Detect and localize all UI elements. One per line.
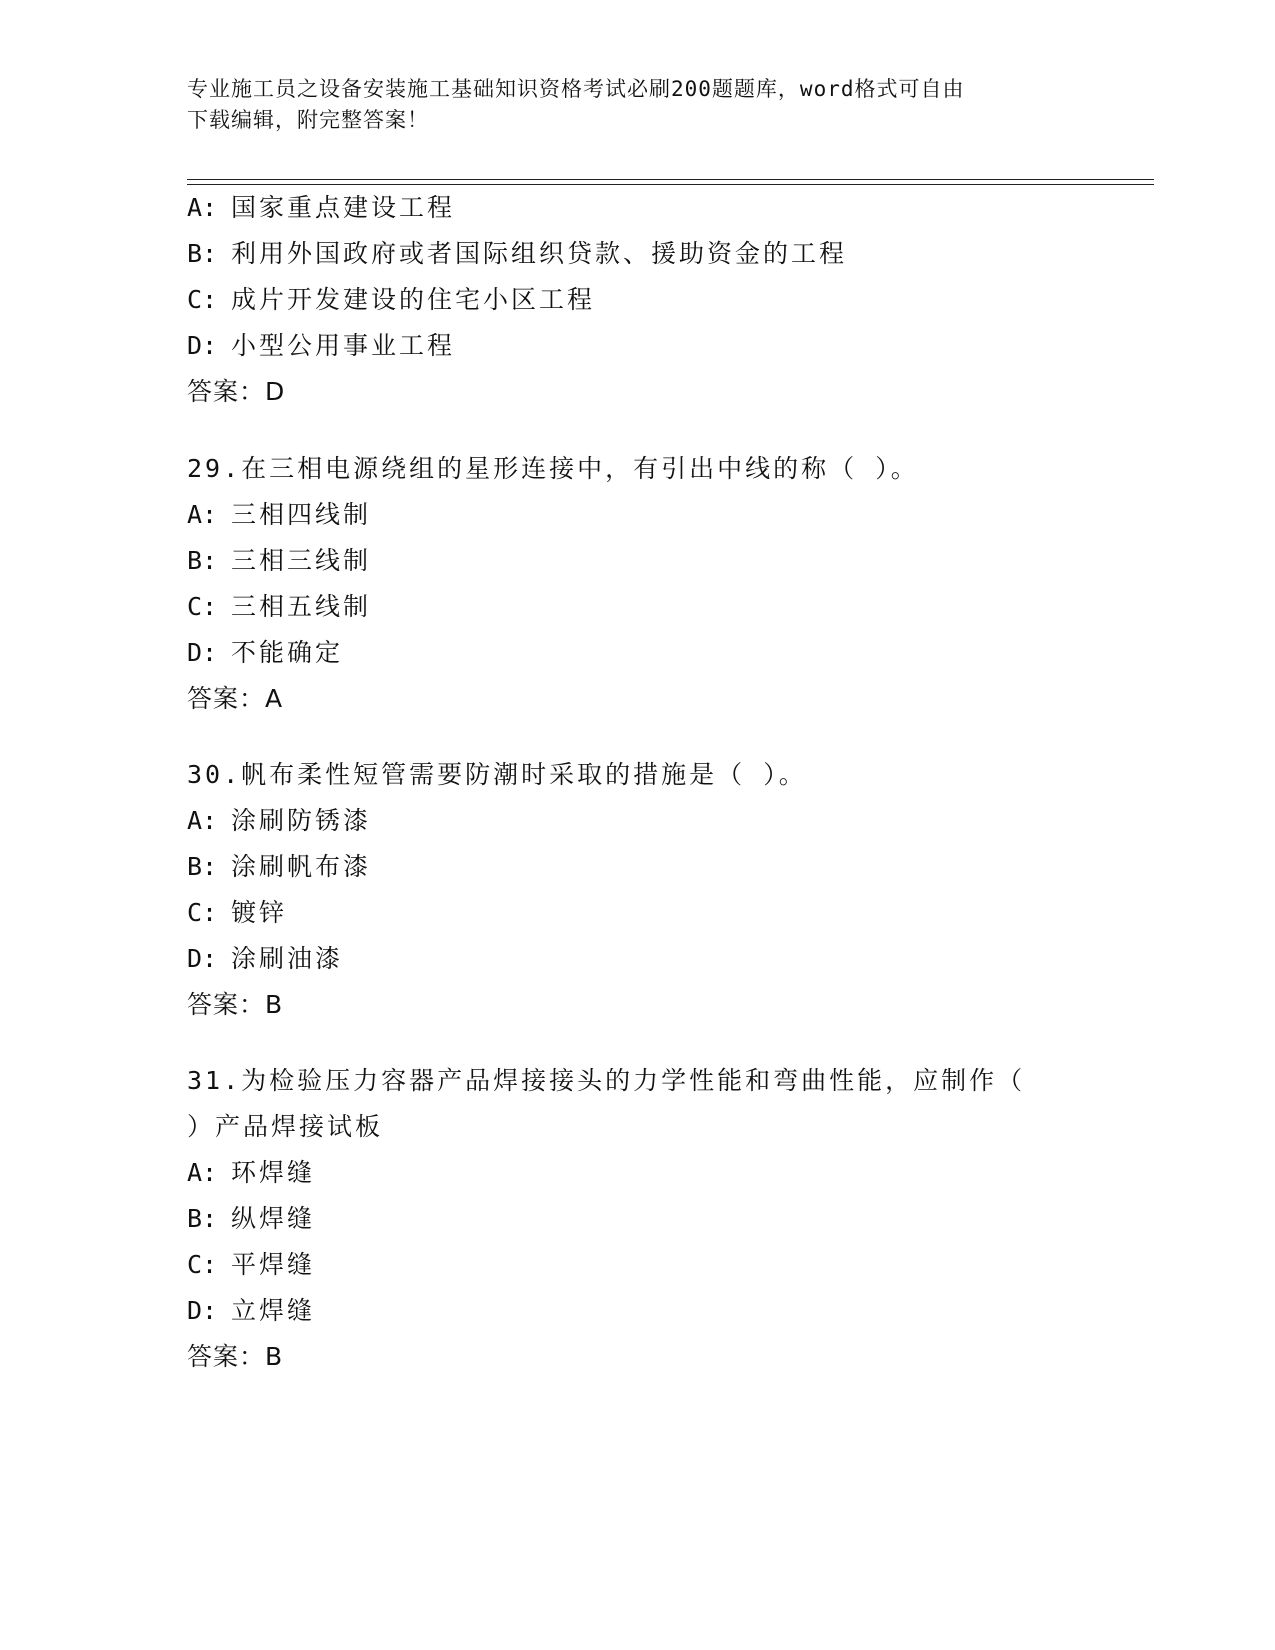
question-29 <box>187 454 1087 714</box>
answer: 答案：D <box>187 377 286 406</box>
header-divider-bottom <box>187 184 1154 185</box>
answer: 答案：B <box>187 1342 284 1371</box>
option-c: C: 三相五线制 <box>187 592 372 621</box>
answer: 答案：B <box>187 990 284 1019</box>
header-divider-top <box>187 179 1154 180</box>
option-c: C: 成片开发建设的住宅小区工程 <box>187 285 596 314</box>
question-28 <box>187 193 1087 407</box>
option-b: B: 利用外国政府或者国际组织贷款、援助资金的工程 <box>187 239 848 268</box>
option-a: A: 三相四线制 <box>187 500 372 529</box>
option-d: D: 小型公用事业工程 <box>187 331 456 360</box>
answer: 答案：A <box>187 684 284 713</box>
option-b: B: 纵焊缝 <box>187 1204 316 1233</box>
option-a: A: 环焊缝 <box>187 1158 316 1187</box>
header-line-2: 下载编辑，附完整答案！ <box>187 108 429 132</box>
option-c: C: 平焊缝 <box>187 1250 316 1279</box>
option-d: D: 涂刷油漆 <box>187 944 344 973</box>
option-d: D: 不能确定 <box>187 638 344 667</box>
option-d: D: 立焊缝 <box>187 1296 316 1325</box>
question-text-line-1: 31.为检验压力容器产品焊接接头的力学性能和弯曲性能，应制作（ <box>187 1066 1026 1095</box>
option-a: A: 国家重点建设工程 <box>187 193 456 222</box>
document-header <box>187 74 1067 136</box>
option-a: A: 涂刷防锈漆 <box>187 806 372 835</box>
question-text: 29.在三相电源绕组的星形连接中，有引出中线的称（ ）。 <box>187 454 919 483</box>
option-c: C: 镀锌 <box>187 898 288 927</box>
question-30 <box>187 760 1087 1020</box>
header-line-1: 专业施工员之设备安装施工基础知识资格考试必刷200题题库，word格式可自由 <box>187 77 965 101</box>
question-text-line-2: ）产品焊接试板 <box>187 1112 384 1141</box>
option-b: B: 三相三线制 <box>187 546 372 575</box>
question-31 <box>187 1066 1087 1372</box>
option-b: B: 涂刷帆布漆 <box>187 852 372 881</box>
question-text: 30.帆布柔性短管需要防潮时采取的措施是（ ）。 <box>187 760 807 789</box>
